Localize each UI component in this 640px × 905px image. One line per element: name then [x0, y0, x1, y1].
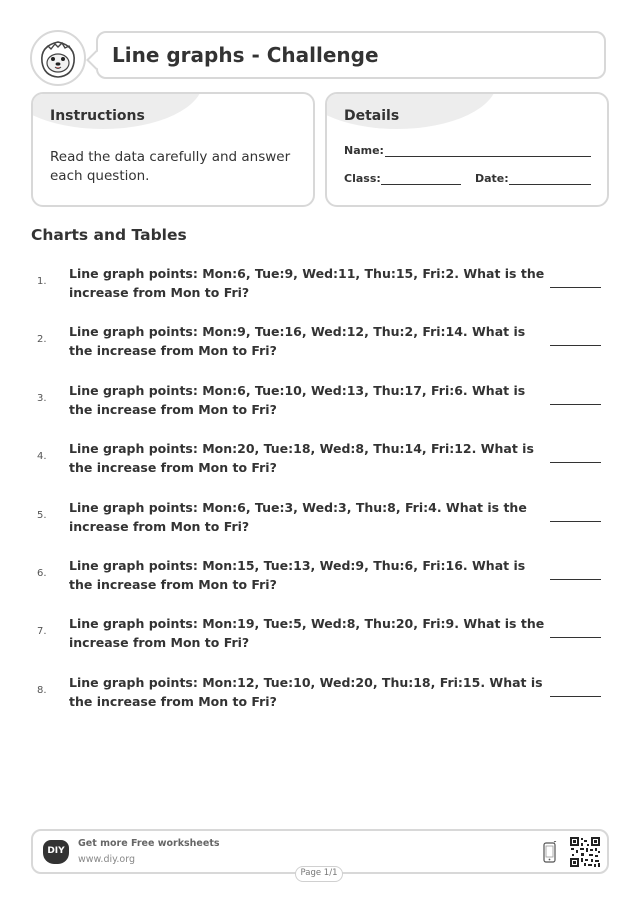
answer-line[interactable]	[550, 696, 601, 697]
diy-logo-icon[interactable]	[43, 840, 69, 864]
question-text: Line graph points: Mon:15, Tue:13, Wed:9, Thu:6, Fri:16. What is the increase from Mon to Fri?	[69, 558, 526, 592]
question-number: 2.	[37, 334, 47, 345]
instructions-card	[31, 92, 315, 207]
footer-promo-text: Get more Free worksheets	[78, 838, 220, 849]
qr-code-icon	[569, 836, 601, 868]
question-number: 8.	[37, 685, 47, 696]
question-number: 6.	[37, 568, 47, 579]
question-number: 3.	[37, 393, 47, 404]
instructions-title: Instructions	[50, 108, 145, 124]
answer-line[interactable]	[550, 287, 601, 288]
question-item	[0, 673, 640, 721]
class-field[interactable]	[381, 184, 461, 185]
question-number: 4.	[37, 451, 47, 462]
title-box	[96, 31, 606, 79]
mascot-icon	[30, 30, 86, 86]
details-card	[325, 92, 609, 207]
answer-line[interactable]	[550, 462, 601, 463]
answer-line[interactable]	[550, 637, 601, 638]
question-text: Line graph points: Mon:9, Tue:16, Wed:12, Thu:2, Fri:14. What is the increase from Mon to Fri?	[69, 324, 526, 358]
name-label: Name:	[344, 144, 384, 157]
date-label: Date:	[475, 172, 509, 185]
question-number: 1.	[37, 276, 47, 287]
answer-line[interactable]	[550, 579, 601, 580]
name-field[interactable]	[385, 156, 591, 157]
answer-line[interactable]	[550, 404, 601, 405]
question-item	[0, 381, 640, 429]
answer-line[interactable]	[550, 521, 601, 522]
speech-tail	[86, 50, 106, 70]
question-number: 5.	[37, 510, 47, 521]
details-title: Details	[344, 108, 400, 124]
question-text: Line graph points: Mon:6, Tue:10, Wed:13, Thu:17, Fri:6. What is the increase from Mon to Fri?	[69, 383, 526, 417]
question-item	[0, 322, 640, 370]
date-field[interactable]	[509, 184, 591, 185]
question-item	[0, 556, 640, 604]
class-label: Class:	[344, 172, 381, 185]
question-text: Line graph points: Mon:20, Tue:18, Wed:8, Thu:14, Fri:12. What is the increase from Mon to Fri?	[69, 441, 534, 475]
question-item	[0, 614, 640, 662]
page-indicator: Page 1/1	[295, 866, 343, 882]
page-title: Line graphs - Challenge	[112, 43, 379, 67]
footer-url-link[interactable]: www.diy.org	[78, 854, 135, 865]
question-item	[0, 264, 640, 312]
answer-line[interactable]	[550, 345, 601, 346]
section-title: Charts and Tables	[31, 226, 187, 244]
question-item	[0, 439, 640, 487]
question-text: Line graph points: Mon:6, Tue:9, Wed:11, Thu:15, Fri:2. What is the increase from Mon to Fri?	[69, 266, 545, 300]
instructions-text: Read the data carefully and answer each question.	[50, 149, 291, 184]
logo-text: DIY	[47, 846, 65, 856]
question-number: 7.	[37, 626, 47, 637]
question-text: Line graph points: Mon:12, Tue:10, Wed:20, Thu:18, Fri:15. What is the increase from Mon to Fri?	[69, 675, 543, 709]
question-text: Line graph points: Mon:19, Tue:5, Wed:8, Thu:20, Fri:9. What is the increase from Mon to Fri?	[69, 616, 545, 650]
question-text: Line graph points: Mon:6, Tue:3, Wed:3, Thu:8, Fri:4. What is the increase from Mon to Fri?	[69, 500, 527, 534]
phone-icon	[543, 841, 557, 863]
question-item	[0, 498, 640, 546]
